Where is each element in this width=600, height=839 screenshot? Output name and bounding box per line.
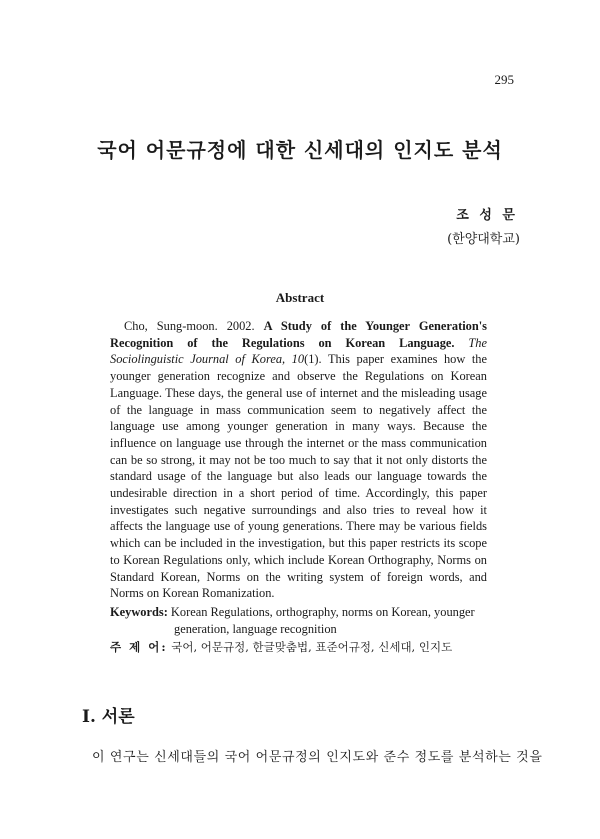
abstract-citation-issue: (1). [304, 352, 322, 367]
section-body-text: 이 연구는 신세대들의 국어 어문규정의 인지도와 준수 정도를 분석하는 것을 [92, 750, 543, 765]
keywords-korean-label: 주 제 어: [110, 640, 168, 654]
author-name: 조 성 문 [456, 208, 518, 223]
paper-title: 국어 어문규정에 대한 신세대의 인지도 분석 [97, 138, 503, 162]
keywords-label: Keywords: [110, 605, 168, 619]
abstract-citation-journal: The Sociolinguistic Journal of Korea, 10 [110, 335, 487, 367]
abstract-text: This paper examines how the younger generation recognize and observe the Regulations on Korean Language. These days, the general use of internet and the misleading usage of the language in mass communication seem to negatively affect the language use among younger generation in many ways. Because the influence on language use through the internet or the mass communication can be so strong, it may not be too much to say that it not only distorts the standard usage of the language but also leads our language towards the undesirable direction in a short period of time. Accordingly, this paper investigates such negative surroundings and also tries to reveal how it affects the language use of young generations. There may be various fields which can be included in the investigation, but this paper restricts its scope to Korean Regulations only, which include Korean Orthography, Norms on Standard Korean, Norms on the writing system of foreign words, and Norms on Korean Romanization. [110, 352, 488, 601]
section-heading: I. 서론 [82, 707, 135, 727]
abstract-heading: Abstract [275, 290, 325, 305]
keywords [110, 604, 490, 637]
abstract-citation-title: A Study of the Younger Generation's Recognition of the Regulations on Korean Language. [110, 319, 487, 350]
keywords-line1: Korean Regulations, orthography, norms on Korean, younger [167, 605, 475, 619]
abstract-citation-author: Cho, Sung-moon. 2002. [124, 319, 264, 333]
author-affiliation: (한양대학교) [447, 232, 520, 247]
keywords-line2: generation, language recognition [174, 621, 337, 636]
abstract-body [110, 318, 487, 602]
page-number: 295 [494, 72, 514, 87]
keywords-korean [110, 639, 490, 655]
keywords-korean-text: 국어, 어문규정, 한글맞춤법, 표준어규정, 신세대, 인지도 [167, 640, 453, 654]
